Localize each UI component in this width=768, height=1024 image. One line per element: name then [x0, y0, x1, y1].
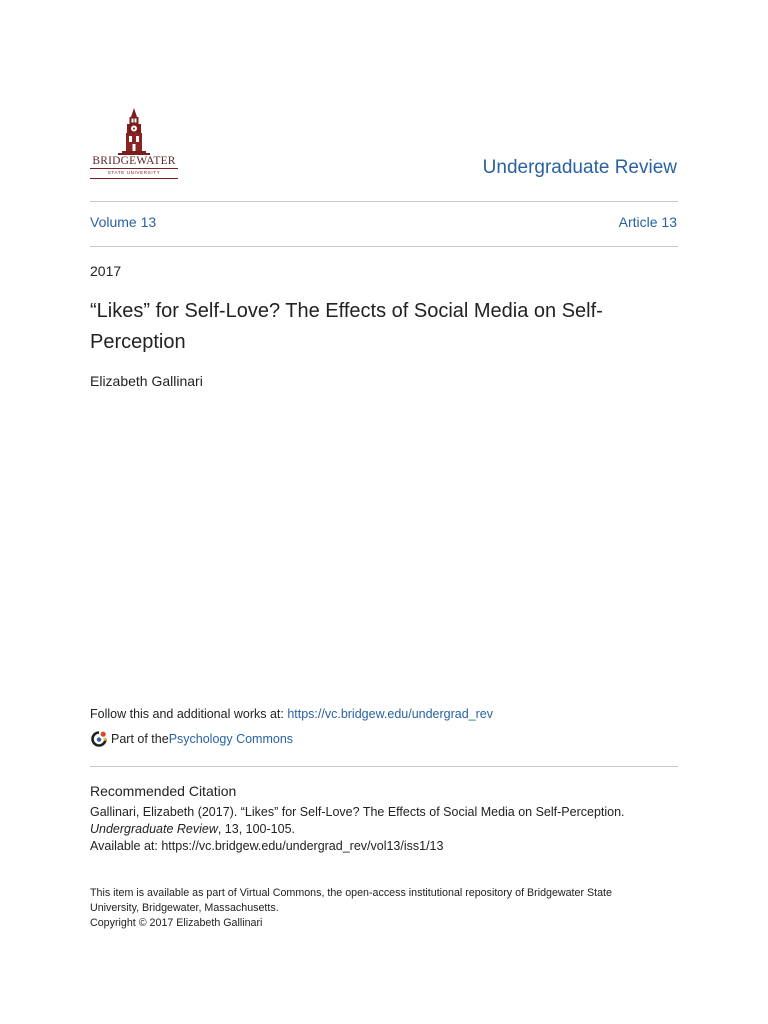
journal-title-link[interactable]: Undergraduate Review	[482, 157, 677, 178]
divider	[90, 766, 678, 767]
recommended-citation-heading: Recommended Citation	[90, 783, 237, 799]
follow-line	[90, 707, 493, 721]
logo-subline: STATE UNIVERSITY	[107, 170, 161, 175]
logo-wordmark: BRIDGEWATER	[92, 155, 176, 167]
copyright-line: Copyright © 2017 Elizabeth Gallinari	[90, 917, 263, 929]
article-link[interactable]: Article 13	[618, 214, 677, 230]
divider	[90, 201, 678, 202]
divider	[90, 246, 678, 247]
repository-link[interactable]: https://vc.bridgew.edu/undergrad_rev	[287, 707, 494, 721]
article-title-line: Perception	[90, 331, 186, 353]
citation-line: Available at: https://vc.bridgew.edu/undergrad_rev/vol13/iss1/13	[90, 839, 444, 853]
citation-block	[90, 804, 690, 855]
publication-year: 2017	[90, 263, 122, 279]
notice-line: University, Bridgewater, Massachusetts.	[90, 902, 279, 914]
follow-prefix: Follow this and additional works at:	[90, 707, 288, 721]
clock-tower-icon	[90, 107, 178, 155]
citation-volume-pages: , 13, 100-105.	[217, 822, 296, 836]
citation-journal: Undergraduate Review	[90, 822, 218, 836]
part-of-line	[90, 730, 293, 748]
psychology-commons-link[interactable]: Psychology Commons	[168, 732, 294, 746]
volume-link[interactable]: Volume 13	[90, 214, 157, 230]
repository-notice	[90, 886, 690, 931]
citation-line: Gallinari, Elizabeth (2017). “Likes” for Self-Love? The Effects of Social Media on Self-Perception.	[90, 805, 625, 819]
commons-network-icon	[90, 730, 108, 748]
part-of-prefix: Part of the	[111, 732, 169, 746]
author-name: Elizabeth Gallinari	[90, 373, 203, 389]
article-title-line: “Likes” for Self-Love? The Effects of Social Media on Self-	[90, 300, 603, 322]
logo-rule-bottom	[90, 178, 178, 179]
university-logo[interactable]	[90, 107, 180, 183]
logo-rule-top	[90, 168, 178, 169]
citation-line	[90, 821, 690, 838]
article-title	[90, 296, 650, 358]
notice-line: This item is available as part of Virtual Commons, the open-access institutional repository of Bridgewater State	[90, 887, 612, 899]
